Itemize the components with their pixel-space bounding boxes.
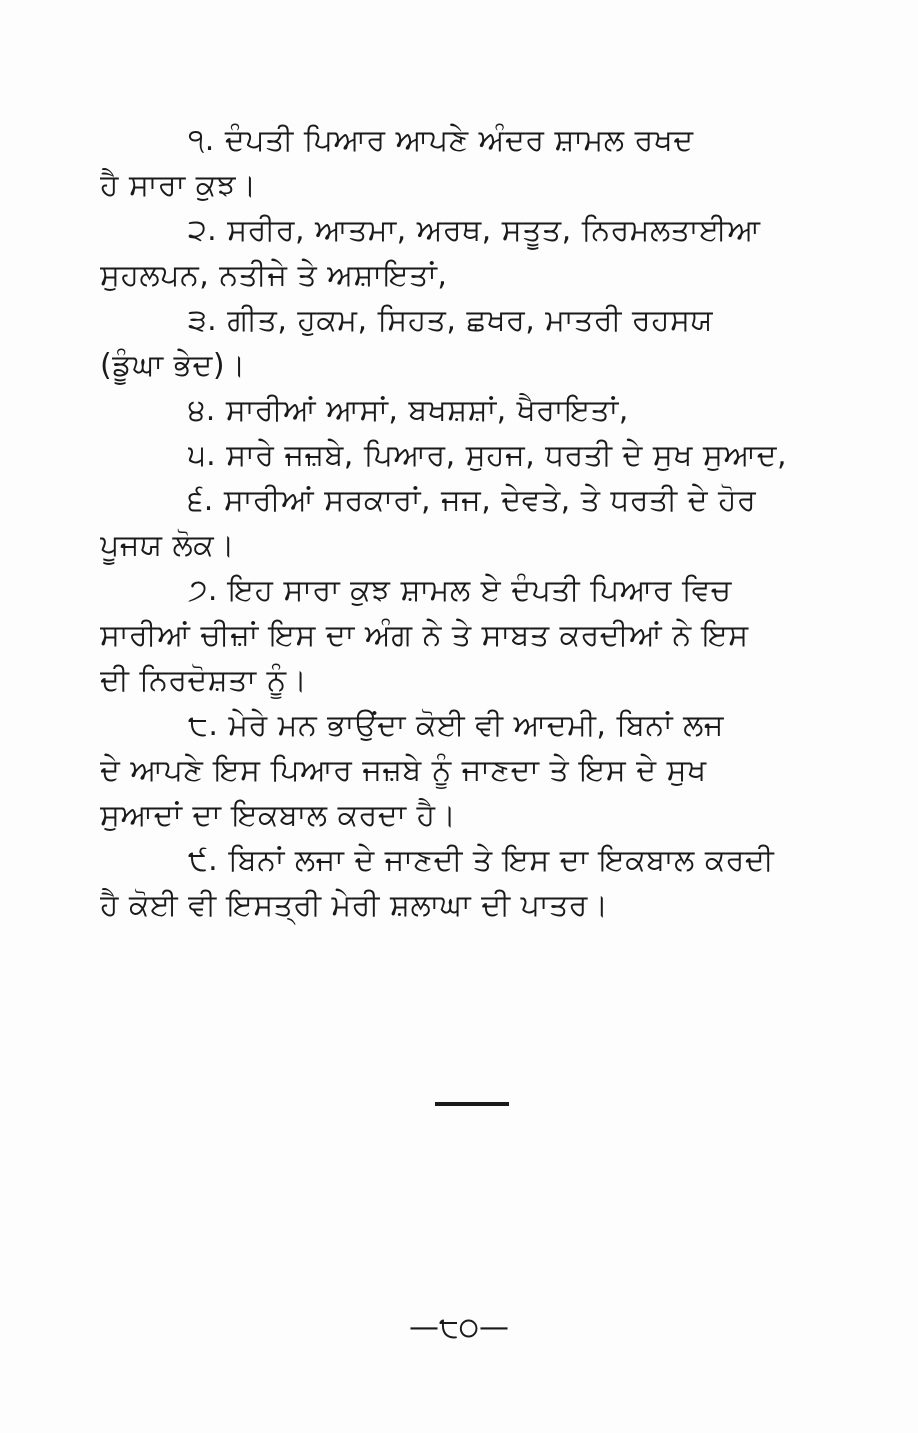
text-line: ਦੇ ਆਪਣੇ ਇਸ ਪਿਆਰ ਜਜ਼ਬੇ ਨੂੰ ਜਾਣਦਾ ਤੇ ਇਸ ਦੇ ਸੁਖ [100,753,707,788]
page-number: —੮੦— [409,1310,509,1345]
text-line: ੯. ਬਿਨਾਂ ਲਜਾ ਦੇ ਜਾਣਦੀ ਤੇ ਇਸ ਦਾ ਇਕਬਾਲ ਕਰਦੀ [188,843,775,878]
text-line: ਹੈ ਸਾਰਾ ਕੁਝ। [100,168,257,203]
text-line: ਦੀ ਨਿਰਦੋਸ਼ਤਾ ਨੂੰ। [100,663,308,698]
text-line: ਸੁਹਲਪਨ, ਨਤੀਜੇ ਤੇ ਅਸ਼ਾਇਤਾਂ, [100,258,448,293]
text-line: ੩. ਗੀਤ, ਹੁਕਮ, ਸਿਹਤ, ਛਖਰ, ਮਾਤਰੀ ਰਹਸਯ [188,303,714,338]
text-line: ੫. ਸਾਰੇ ਜਜ਼ਬੇ, ਪਿਆਰ, ਸੁਹਜ, ਧਰਤੀ ਦੇ ਸੁਖ ਸੁਆਦ, [188,438,787,473]
text-line: ਸਾਰੀਆਂ ਚੀਜ਼ਾਂ ਇਸ ਦਾ ਅੰਗ ਨੇ ਤੇ ਸਾਬਤ ਕਰਦੀਆਂ ਨੇ ਇਸ [100,618,749,653]
section-divider [435,1102,509,1106]
text-line: ਪੂਜਯ ਲੋਕ। [100,528,235,563]
text-line: ੪. ਸਾਰੀਆਂ ਆਸਾਂ, ਬਖਸ਼ਸ਼ਾਂ, ਖੈਰਾਇਤਾਂ, [188,393,629,428]
text-line: ੧. ਦੰਪਤੀ ਪਿਆਰ ਆਪਣੇ ਅੰਦਰ ਸ਼ਾਮਲ ਰਖਦ [188,123,694,158]
text-line: ੨. ਸਰੀਰ, ਆਤਮਾ, ਅਰਥ, ਸਤੂਤ, ਨਿਰਮਲਤਾਈਆ [188,213,761,248]
text-line: ਹੈ ਕੋਈ ਵੀ ਇਸਤ੍ਰੀ ਮੇਰੀ ਸ਼ਲਾਘਾ ਦੀ ਪਾਤਰ। [100,888,609,923]
text-line: ੮. ਮੇਰੇ ਮਨ ਭਾਉਂਦਾ ਕੋਈ ਵੀ ਆਦਮੀ, ਬਿਨਾਂ ਲਜ [188,708,724,743]
text-line: ੬. ਸਾਰੀਆਂ ਸਰਕਾਰਾਂ, ਜਜ, ਦੇਵਤੇ, ਤੇ ਧਰਤੀ ਦੇ ਹੋਰ [188,483,757,518]
text-line: ੭. ਇਹ ਸਾਰਾ ਕੁਝ ਸ਼ਾਮਲ ਏ ਦੰਪਤੀ ਪਿਆਰ ਵਿਚ [188,573,732,608]
text-block [100,118,840,928]
text-line: (ਡੂੰਘਾ ਭੇਦ)। [100,348,246,383]
text-line: ਸੁਆਦਾਂ ਦਾ ਇਕਬਾਲ ਕਰਦਾ ਹੈ। [100,798,457,833]
